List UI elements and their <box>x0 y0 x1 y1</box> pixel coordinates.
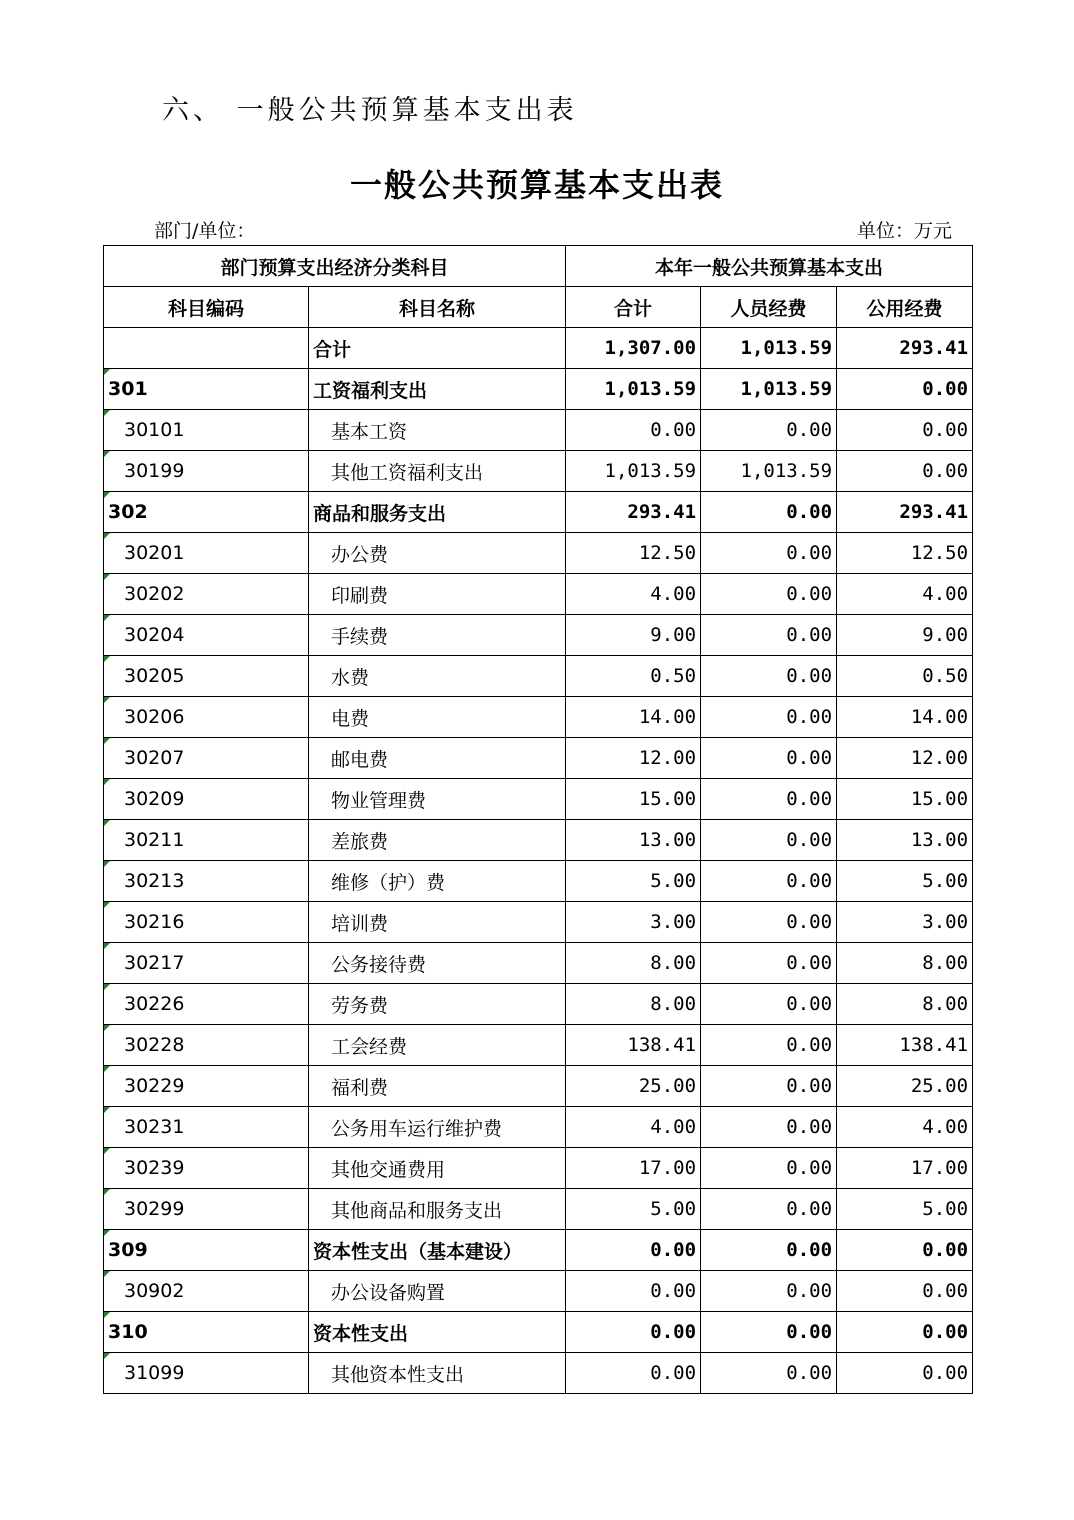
row-name: 邮电费 <box>309 738 566 779</box>
row-total: 1,013.59 <box>566 369 701 410</box>
row-personnel: 0.00 <box>701 1230 837 1271</box>
row-total: 0.00 <box>566 1271 701 1312</box>
row-total: 5.00 <box>566 1189 701 1230</box>
row-name: 其他资本性支出 <box>309 1353 566 1394</box>
table-row <box>104 1312 973 1353</box>
row-total: 8.00 <box>566 943 701 984</box>
row-total: 5.00 <box>566 861 701 902</box>
row-personnel: 0.00 <box>701 410 837 451</box>
row-personnel: 0.00 <box>701 615 837 656</box>
row-public: 5.00 <box>837 1189 973 1230</box>
row-total: 3.00 <box>566 902 701 943</box>
table-row <box>104 697 973 738</box>
row-name: 手续费 <box>309 615 566 656</box>
header-group-right: 本年一般公共预算基本支出 <box>566 246 973 287</box>
row-name: 劳务费 <box>309 984 566 1025</box>
row-code: 310 <box>104 1312 309 1353</box>
table-row <box>104 1353 973 1394</box>
row-public: 0.00 <box>837 451 973 492</box>
table-row <box>104 410 973 451</box>
row-personnel: 0.00 <box>701 820 837 861</box>
header-group-row <box>104 246 973 287</box>
row-total: 0.00 <box>566 1353 701 1394</box>
row-name: 办公设备购置 <box>309 1271 566 1312</box>
row-code: 30201 <box>104 533 309 574</box>
table-row <box>104 984 973 1025</box>
row-name: 维修（护）费 <box>309 861 566 902</box>
header-column-row <box>104 287 973 328</box>
table-row <box>104 861 973 902</box>
row-total: 4.00 <box>566 1107 701 1148</box>
unit-label: 单位：万元 <box>856 220 952 242</box>
table-row <box>104 656 973 697</box>
table-row <box>104 1230 973 1271</box>
row-code: 301 <box>104 369 309 410</box>
row-public: 17.00 <box>837 1148 973 1189</box>
row-total: 12.00 <box>566 738 701 779</box>
row-public: 5.00 <box>837 861 973 902</box>
row-personnel: 0.00 <box>701 492 837 533</box>
row-name: 培训费 <box>309 902 566 943</box>
row-personnel: 0.00 <box>701 1025 837 1066</box>
row-personnel: 0.00 <box>701 697 837 738</box>
row-code: 30213 <box>104 861 309 902</box>
table-row <box>104 451 973 492</box>
row-personnel: 0.00 <box>701 1148 837 1189</box>
row-code: 30217 <box>104 943 309 984</box>
row-personnel: 0.00 <box>701 984 837 1025</box>
row-code: 30228 <box>104 1025 309 1066</box>
row-total: 9.00 <box>566 615 701 656</box>
row-name: 合计 <box>309 328 566 369</box>
row-public: 14.00 <box>837 697 973 738</box>
table-row <box>104 492 973 533</box>
page-title: 一般公共预算基本支出表 <box>349 166 724 204</box>
section-heading: 六、 一般公共预算基本支出表 <box>162 95 578 126</box>
row-public: 0.00 <box>837 1312 973 1353</box>
row-public: 4.00 <box>837 1107 973 1148</box>
row-public: 12.50 <box>837 533 973 574</box>
table-row <box>104 1271 973 1312</box>
row-personnel: 0.00 <box>701 902 837 943</box>
row-name: 工会经费 <box>309 1025 566 1066</box>
row-name: 资本性支出 <box>309 1312 566 1353</box>
row-public: 15.00 <box>837 779 973 820</box>
row-personnel: 0.00 <box>701 574 837 615</box>
row-code: 30239 <box>104 1148 309 1189</box>
row-total: 25.00 <box>566 1066 701 1107</box>
header-public: 公用经费 <box>837 287 973 328</box>
row-code: 30207 <box>104 738 309 779</box>
row-personnel: 0.00 <box>701 1271 837 1312</box>
row-name: 基本工资 <box>309 410 566 451</box>
row-personnel: 0.00 <box>701 738 837 779</box>
header-personnel: 人员经费 <box>701 287 837 328</box>
row-personnel: 0.00 <box>701 533 837 574</box>
row-name: 工资福利支出 <box>309 369 566 410</box>
row-name: 差旅费 <box>309 820 566 861</box>
table-row <box>104 533 973 574</box>
row-public: 8.00 <box>837 943 973 984</box>
row-code: 30211 <box>104 820 309 861</box>
row-code: 30226 <box>104 984 309 1025</box>
row-personnel: 0.00 <box>701 1189 837 1230</box>
row-code: 30209 <box>104 779 309 820</box>
row-public: 293.41 <box>837 328 973 369</box>
row-total: 17.00 <box>566 1148 701 1189</box>
row-total: 8.00 <box>566 984 701 1025</box>
header-code: 科目编码 <box>104 287 309 328</box>
row-public: 9.00 <box>837 615 973 656</box>
row-code: 30231 <box>104 1107 309 1148</box>
row-name: 其他商品和服务支出 <box>309 1189 566 1230</box>
row-public: 3.00 <box>837 902 973 943</box>
row-total: 0.00 <box>566 1230 701 1271</box>
header-group-left: 部门预算支出经济分类科目 <box>104 246 566 287</box>
row-total: 1,013.59 <box>566 451 701 492</box>
table-row <box>104 1066 973 1107</box>
dept-label: 部门/单位： <box>154 220 256 242</box>
row-name: 福利费 <box>309 1066 566 1107</box>
row-public: 0.00 <box>837 369 973 410</box>
table-row <box>104 1025 973 1066</box>
row-total: 293.41 <box>566 492 701 533</box>
row-public: 138.41 <box>837 1025 973 1066</box>
row-personnel: 0.00 <box>701 1312 837 1353</box>
row-total: 0.00 <box>566 1312 701 1353</box>
row-personnel: 1,013.59 <box>701 369 837 410</box>
row-total: 1,307.00 <box>566 328 701 369</box>
row-code: 30199 <box>104 451 309 492</box>
row-public: 13.00 <box>837 820 973 861</box>
row-code <box>104 328 309 369</box>
row-name: 其他交通费用 <box>309 1148 566 1189</box>
row-total: 13.00 <box>566 820 701 861</box>
table-row <box>104 902 973 943</box>
row-name: 资本性支出（基本建设） <box>309 1230 566 1271</box>
row-code: 30101 <box>104 410 309 451</box>
row-code: 30216 <box>104 902 309 943</box>
row-name: 办公费 <box>309 533 566 574</box>
row-total: 138.41 <box>566 1025 701 1066</box>
table-row <box>104 820 973 861</box>
row-public: 0.00 <box>837 1353 973 1394</box>
row-total: 14.00 <box>566 697 701 738</box>
row-name: 印刷费 <box>309 574 566 615</box>
row-name: 水费 <box>309 656 566 697</box>
row-code: 30902 <box>104 1271 309 1312</box>
budget-table <box>103 245 973 1394</box>
row-personnel: 0.00 <box>701 943 837 984</box>
row-public: 12.00 <box>837 738 973 779</box>
table-row <box>104 328 973 369</box>
row-name: 物业管理费 <box>309 779 566 820</box>
row-total: 4.00 <box>566 574 701 615</box>
row-personnel: 0.00 <box>701 779 837 820</box>
table-row <box>104 615 973 656</box>
table-row <box>104 1107 973 1148</box>
table-row <box>104 369 973 410</box>
row-personnel: 0.00 <box>701 1066 837 1107</box>
header-total: 合计 <box>566 287 701 328</box>
row-personnel: 0.00 <box>701 1107 837 1148</box>
row-code: 31099 <box>104 1353 309 1394</box>
row-code: 30299 <box>104 1189 309 1230</box>
row-name: 公务接待费 <box>309 943 566 984</box>
header-name: 科目名称 <box>309 287 566 328</box>
table-row <box>104 943 973 984</box>
row-public: 293.41 <box>837 492 973 533</box>
row-name: 商品和服务支出 <box>309 492 566 533</box>
row-public: 0.50 <box>837 656 973 697</box>
row-personnel: 1,013.59 <box>701 328 837 369</box>
row-code: 30204 <box>104 615 309 656</box>
budget-body <box>104 328 973 1394</box>
row-name: 公务用车运行维护费 <box>309 1107 566 1148</box>
row-code: 30205 <box>104 656 309 697</box>
row-code: 309 <box>104 1230 309 1271</box>
table-row <box>104 1189 973 1230</box>
row-total: 15.00 <box>566 779 701 820</box>
row-personnel: 0.00 <box>701 656 837 697</box>
table-row <box>104 779 973 820</box>
row-total: 0.00 <box>566 410 701 451</box>
row-code: 302 <box>104 492 309 533</box>
row-public: 8.00 <box>837 984 973 1025</box>
row-personnel: 1,013.59 <box>701 451 837 492</box>
row-total: 0.50 <box>566 656 701 697</box>
row-name: 其他工资福利支出 <box>309 451 566 492</box>
row-personnel: 0.00 <box>701 861 837 902</box>
row-code: 30206 <box>104 697 309 738</box>
row-total: 12.50 <box>566 533 701 574</box>
row-personnel: 0.00 <box>701 1353 837 1394</box>
table-row <box>104 1148 973 1189</box>
row-public: 4.00 <box>837 574 973 615</box>
row-public: 0.00 <box>837 1230 973 1271</box>
row-code: 30202 <box>104 574 309 615</box>
row-public: 0.00 <box>837 1271 973 1312</box>
table-row <box>104 574 973 615</box>
row-name: 电费 <box>309 697 566 738</box>
row-public: 25.00 <box>837 1066 973 1107</box>
row-public: 0.00 <box>837 410 973 451</box>
table-row <box>104 738 973 779</box>
row-code: 30229 <box>104 1066 309 1107</box>
